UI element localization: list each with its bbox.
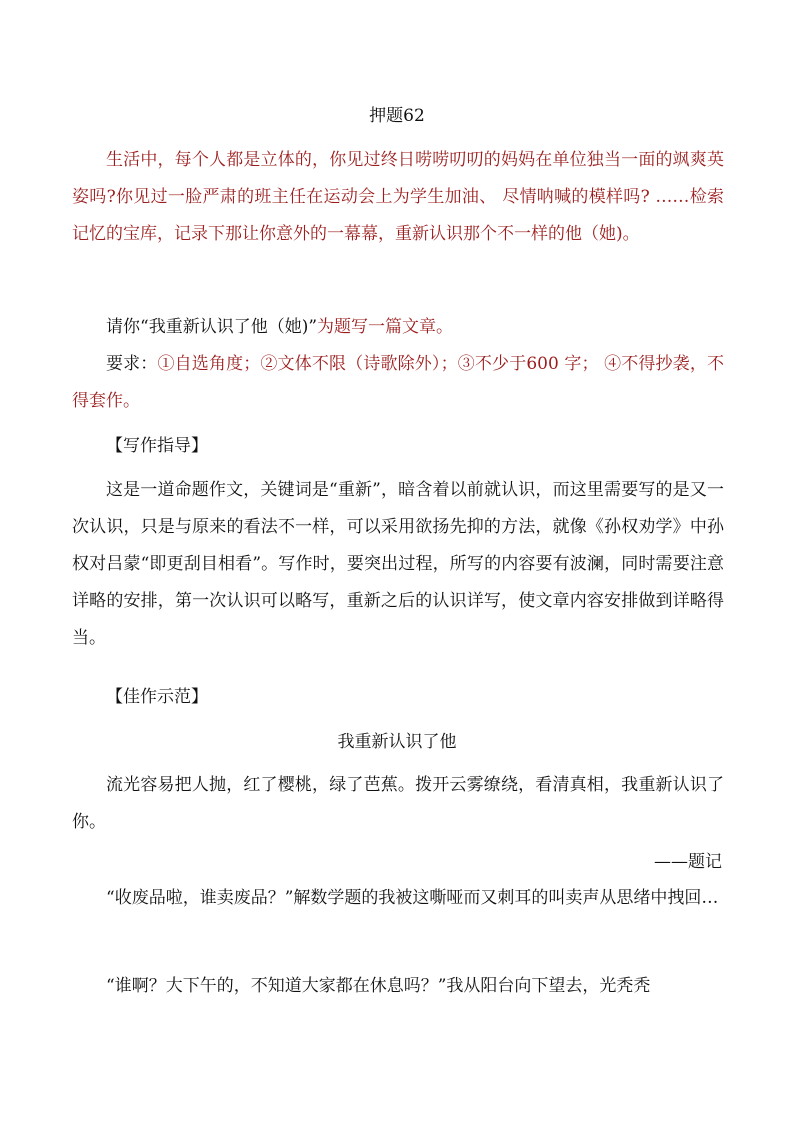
requirements-label: 要求： [106, 354, 158, 374]
epigraph-signature: ——题记 [654, 852, 722, 872]
requirements-body: ①自选角度；②文体不限（诗歌除外）；③不少于600 字； ④不得抄袭，不得套作。 [72, 354, 724, 411]
essay-paragraph-2: “谁啊？大下午的，不知道大家都在休息吗？”我从阳台向下望去，光秃秃 [106, 976, 651, 996]
essay-title: 我重新认识了他 [337, 732, 457, 752]
essay-paragraph-1: “收废品啦，谁卖废品？”解数学题的我被这嘶哑而又刺耳的叫卖声从思绪中拽回… [106, 888, 719, 908]
task-paragraph [72, 309, 724, 346]
document-title: 押题62 [369, 106, 425, 126]
writing-guide-paragraph: 这是一道命题作文，关键词是“重新”，暗含着以前就认识，而这里需要写的是又一次认识，只是与原来的看法不一样，可以采用欲扬先抑的方法，就像《孙权劝学》中孙权对吕蒙“即更刮目相看”。写作时，要突出过程，所写的内容要有波澜，同时需要注意详略的安排，第一次认识可以略写，重新之后的认识详写，使文章内容安排做到详略得当。 [72, 480, 724, 648]
essay-epigraph: 流光容易把人抛，红了樱桃，绿了芭蕉。拨开云雾缭绕，看清真相，我重新认识了你。 [72, 775, 724, 832]
section-heading-writing-guide: 【写作指导】 [106, 436, 208, 456]
task-prefix: 请你“我重新认识了他（她)” [106, 317, 318, 337]
section-heading-model-essay: 【佳作示范】 [106, 687, 208, 707]
requirements-paragraph [72, 346, 724, 420]
prompt-paragraph: 生活中，每个人都是立体的，你见过终日唠唠叨叨的妈妈在单位独当一面的飒爽英姿吗?你见过一脸严肃的班主任在运动会上为学生加油、 尽情呐喊的模样吗? ……检索记忆的宝库，记录下那让你意外的一幕幕，重新认识那个不一样的他（她)。 [72, 150, 724, 244]
task-suffix: 为题写一篇文章。 [317, 317, 454, 337]
